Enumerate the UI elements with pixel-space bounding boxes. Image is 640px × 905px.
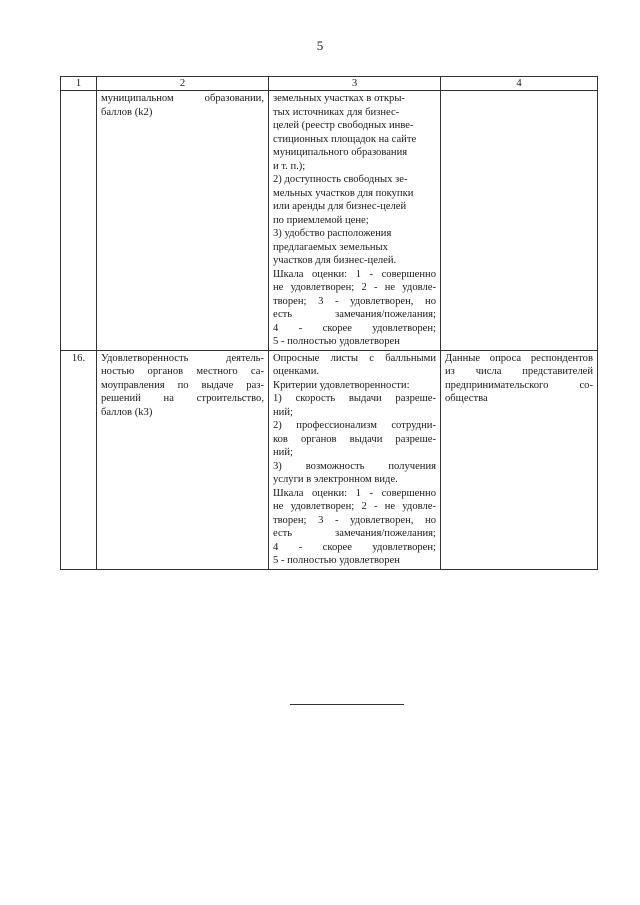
text-line: 2) профессионализм сотрудни-	[273, 420, 436, 431]
text-line: 3) удобство расположения	[273, 228, 392, 239]
text-line: не удовлетворен; 2 - не удовле-	[273, 501, 436, 512]
column-header-1: 1	[61, 77, 97, 91]
text-line: и т. п.);	[273, 160, 306, 172]
text-line: участков для бизнес-целей.	[273, 255, 397, 266]
text-line: муниципального образования	[273, 147, 408, 158]
text-line: 4 - скорее удовлетворен;	[273, 322, 436, 334]
indicator-name-cell	[97, 91, 269, 351]
text-line: муниципальном образовании,	[101, 93, 264, 104]
text-line: земельных участках в откры-	[273, 93, 405, 104]
method-cell	[269, 91, 441, 351]
column-header-4: 4	[441, 77, 598, 91]
text-line: ний;	[273, 447, 293, 458]
text-line: 3) возможность получения	[273, 460, 436, 472]
text-line: Опросные листы с балльными	[273, 352, 436, 364]
text-line: ний;	[273, 406, 293, 418]
text-line: целей (реестр свободных инве-	[273, 120, 414, 131]
text-line: оценками.	[273, 366, 320, 377]
text-line: баллов (k3)	[101, 406, 153, 418]
text-line: 1) скорость выдачи разреше-	[273, 393, 436, 404]
text-line: не удовлетворен; 2 - не удовле-	[273, 282, 436, 293]
text-line: Критерии удовлетворенности:	[273, 379, 410, 391]
text-line: Удовлетворенность деятель-	[101, 352, 264, 364]
text-line: Данные опроса респондентов	[445, 352, 593, 364]
text-line: 4 - скорее удовлетворен;	[273, 541, 436, 553]
column-header-3: 3	[269, 77, 441, 91]
document-table	[60, 76, 598, 570]
text-line: стиционных площадок на сайте	[273, 133, 417, 145]
text-line: есть замечания/пожелания;	[273, 309, 436, 320]
text-line: предпринимательского со-	[445, 379, 593, 391]
row-number-cell: 16.	[61, 350, 97, 569]
indicator-name-cell	[97, 350, 269, 569]
text-line: баллов (k2)	[101, 106, 153, 118]
text-line: ностью органов местного са-	[101, 366, 264, 377]
text-line: по приемлемой цене;	[273, 214, 369, 226]
column-header-2: 2	[97, 77, 269, 91]
footer-divider-line	[290, 704, 404, 705]
row-number-cell	[61, 91, 97, 351]
text-line: моуправления по выдаче раз-	[101, 379, 264, 391]
text-line: 5 - полностью удовлетворен	[273, 336, 400, 347]
text-line: 2) доступность свободных зе-	[273, 174, 408, 185]
text-line: из числа представителей	[445, 366, 593, 377]
text-line: ков органов выдачи разреше-	[273, 433, 436, 445]
table-row-continued	[61, 91, 598, 351]
source-cell	[441, 91, 598, 351]
text-line: 5 - полностью удовлетворен	[273, 555, 400, 566]
source-cell	[441, 350, 598, 569]
table-row-16	[61, 350, 598, 569]
text-line: творен; 3 - удовлетворен, но	[273, 295, 436, 307]
text-line: или аренды для бизнес-целей	[273, 201, 407, 212]
text-line: общества	[445, 393, 488, 404]
text-line: мельных участков для покупки	[273, 187, 414, 199]
text-line: есть замечания/пожелания;	[273, 528, 436, 539]
text-line: решений на строительство,	[101, 393, 264, 404]
text-line: предлагаемых земельных	[273, 241, 388, 253]
text-line: творен; 3 - удовлетворен, но	[273, 514, 436, 526]
text-line: тых источниках для бизнес-	[273, 106, 400, 118]
text-line: Шкала оценки: 1 - совершенно	[273, 487, 436, 499]
page-number: 5	[316, 38, 324, 53]
table-header-row	[61, 77, 598, 91]
method-cell	[269, 350, 441, 569]
text-line: Шкала оценки: 1 - совершенно	[273, 268, 436, 280]
text-line: услуги в электронном виде.	[273, 474, 398, 485]
